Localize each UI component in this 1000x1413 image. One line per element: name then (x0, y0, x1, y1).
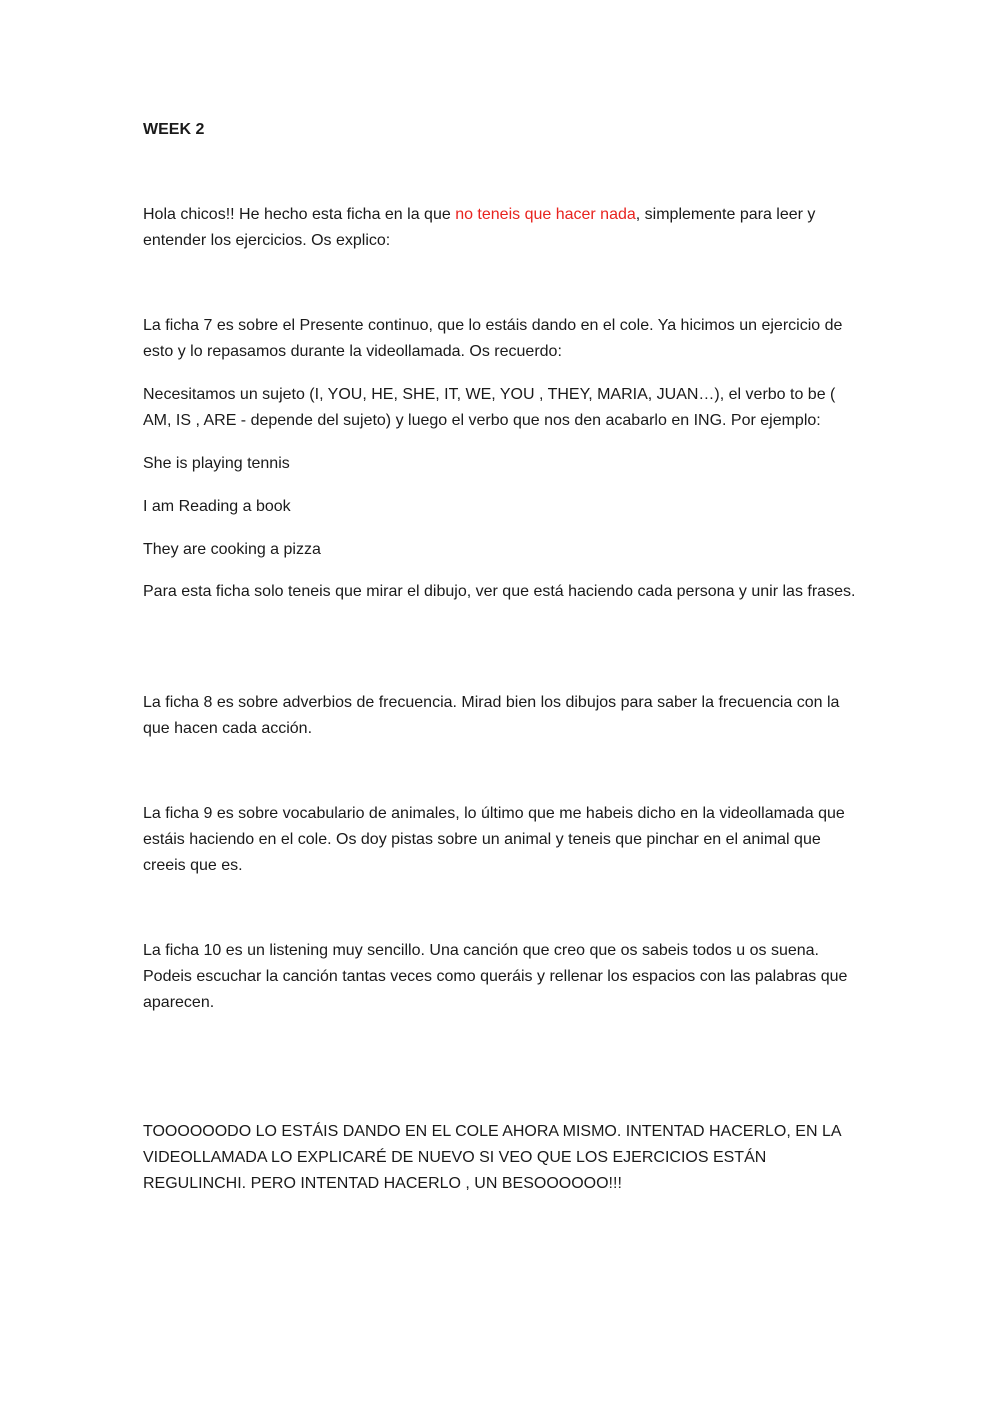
example-sentence-2: I am Reading a book (143, 498, 291, 515)
example-sentence-3: They are cooking a pizza (143, 541, 321, 558)
intro-after: , simplemente para leer y entender los ejercicios. Os explico: (143, 206, 816, 249)
ficha7-paragraph-3: Para esta ficha solo teneis que mirar el dibujo, ver que está haciendo cada persona y unir las frases. (143, 583, 856, 600)
intro-before: Hola chicos!! He hecho esta ficha en la que (143, 206, 456, 223)
page-title: WEEK 2 (143, 121, 205, 138)
ficha8-paragraph: La ficha 8 es sobre adverbios de frecuencia. Mirad bien los dibujos para saber la frecuencia con la que hacen cada acción. (143, 694, 840, 737)
ficha7-paragraph-2: Necesitamos un sujeto (I, YOU, HE, SHE, IT, WE, YOU , THEY, MARIA, JUAN…), el verbo to be ( AM, IS , ARE - depende del sujeto) y luego el verbo que nos den acabarlo en ING. Por ejemplo: (143, 386, 836, 429)
closing-paragraph: TOOOOOODO LO ESTÁIS DANDO EN EL COLE AHORA MISMO. INTENTAD HACERLO, EN LA VIDEOLLAMADA LO EXPLICARÉ DE NUEVO SI VEO QUE LOS EJERCICIOS ESTÁN REGULINCHI. PERO INTENTAD HACERLO , UN BESOOOOOO!!! (143, 1123, 841, 1192)
intro-highlight: no teneis que hacer nada (455, 206, 636, 223)
example-sentence-1: She is playing tennis (143, 455, 290, 472)
ficha9-paragraph: La ficha 9 es sobre vocabulario de animales, lo último que me habeis dicho en la videollamada que estáis haciendo en el cole. Os doy pistas sobre un animal y teneis que pinchar en el animal que creeis que es. (143, 805, 845, 874)
intro-paragraph (143, 202, 858, 254)
ficha7-paragraph-1: La ficha 7 es sobre el Presente continuo, que lo estáis dando en el cole. Ya hicimos un ejercicio de esto y lo repasamos durante la videollamada. Os recuerdo: (143, 317, 843, 360)
ficha10-paragraph: La ficha 10 es un listening muy sencillo. Una canción que creo que os sabeis todos u os suena. Podeis escuchar la canción tantas veces como queráis y rellenar los espacios con las palabras que aparecen. (143, 942, 848, 1011)
